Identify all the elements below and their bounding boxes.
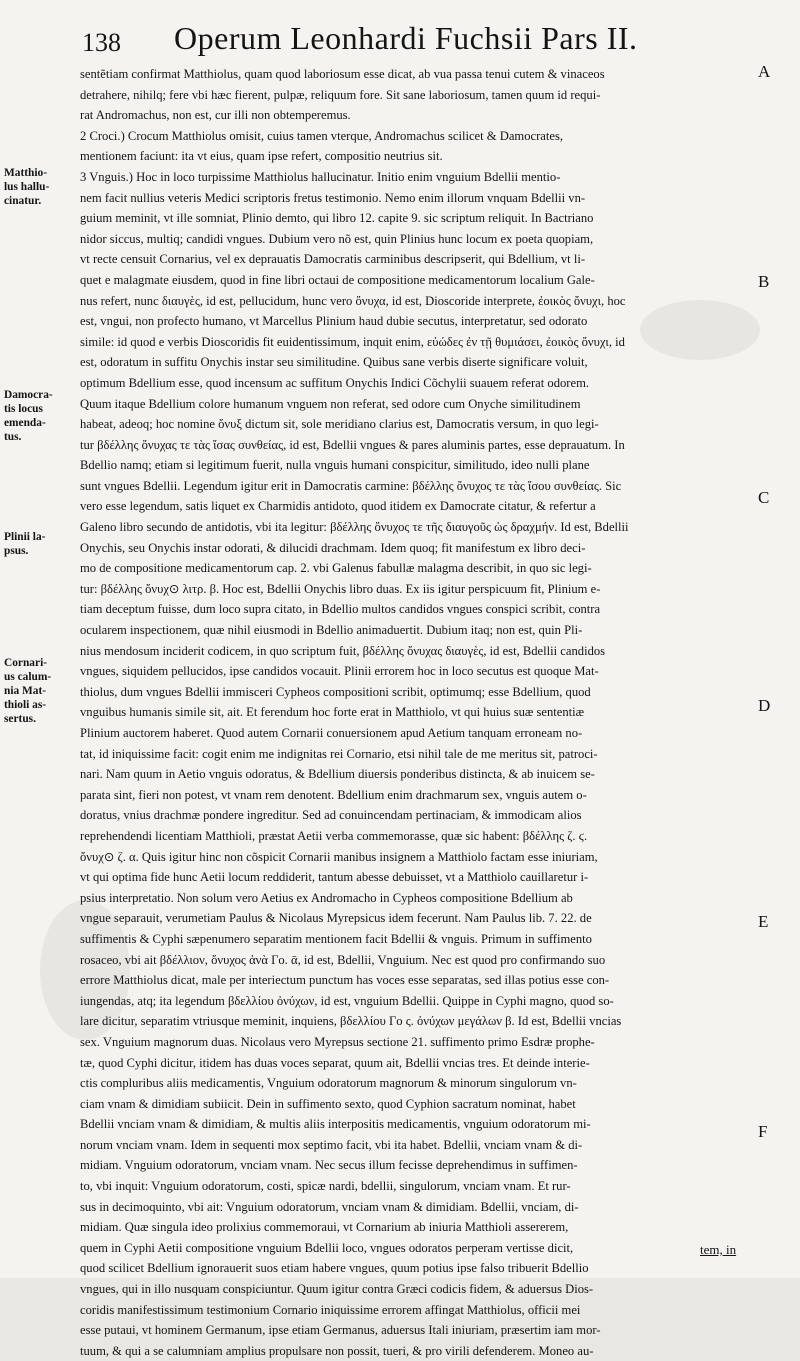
text-line: sentẽtiam confirmat Matthiolus, quam quod laboriosum esse dicat, ab vua passa tenui cutem & vinaceos — [80, 67, 605, 81]
text-line: tuum, & qui a se calumniam amplius propulsare non possit, tueri, & pro virili defenderem. Moneo au- — [80, 1343, 594, 1358]
catchword: tem, in — [700, 1242, 737, 1257]
text-line: tur βδέλλης ὄνυχας τε τὰς ἴσας συνθείας, id est, Bdellii vngues & pares aluminis partes, esse deprauatum. In — [80, 437, 625, 452]
text-line: ctis compluribus aliis medicamentis, Vnguium odoratorum magnorum & minorum singulorum vn- — [80, 1076, 577, 1091]
text-line: ciam vnam & dimidiam subiicit. Dein in suffimento sexto, quod Cyphion sacratum nominat, habet — [80, 1096, 576, 1111]
margin-note: Matthio- lus hallu- cinatur. — [4, 167, 50, 207]
text-line: quod scilicet Bdellium ignorauerit suos etiam habere vngues, quum potius ipse falso tribuerit Bdellio — [80, 1261, 589, 1276]
text-line: ὄνυχ⊙ ζ. α. Quis igitur hinc non cõspicit Cornarii manibus insignem a Matthiolo factam esse iniuriam, — [80, 849, 598, 864]
text-line: nari. Nam quum in Aetio vnguis odoratus, & Bdellium diuersis ponderibus distincta, & ab inuicem se- — [80, 767, 595, 782]
margin-note: Plinii la- psus. — [4, 531, 46, 557]
text-line: midiam. Quæ singula ideo prolixius commemoraui, vt Cornarium ab iniuria Matthioli assererem, — [80, 1220, 569, 1235]
text-line: guium meminit, vt ille somniat, Plinio demto, qui libro 12. capite 9. sic scriptum reliquit. In Bactriano — [80, 211, 594, 226]
text-line: errore Matthiolus dicat, male per interiectum punctum has voces esse separatas, sed illas potius esse con- — [80, 973, 610, 988]
text-line: sex. Vnguium magnorum duas. Nicolaus vero Myrepsus sectione 21. suffimento primo Esdræ prophe- — [80, 1034, 595, 1049]
text-line: tat, id iniquissime facit: cogit enim me indignitas rei Cornario, etsi nihil tale de me meritus sit, patroci- — [80, 746, 598, 761]
text-line: Galeno libro secundo de antidotis, vbi ita legitur: βδέλλης ὄνυχος τε τῆς διαυγοῦς ὡς δραχμήν. Id est, Bdellii — [80, 520, 629, 535]
text-line: sus in decimoquinto, vbi ait: Vnguium odoratorum, vnciam vnam & dimidiam. Bdellii, vnciam, di- — [80, 1199, 579, 1214]
section-letter: D — [758, 696, 771, 715]
text-line: rat Andromachus, non est, cur illi non obtemperemus. — [80, 108, 351, 123]
text-line: optimum Bdellium esse, quod incensum ac suffitum Onychis Indici Cõchylii suauem referat odorem. — [80, 375, 590, 390]
text-line: nius mendosum inciderit codicem, in quo scriptum fuit, βδέλλης ὄνυχας διαυγὲς, id est, Bdellii candidos — [80, 643, 606, 658]
margin-note: Damocra- tis locus emenda- tus. — [4, 389, 53, 443]
text-line: to, vbi inquit: Vnguium odoratorum, costi, spicæ nardi, bdellii, singulorum, vnciam vnam. Et rur- — [80, 1179, 571, 1194]
text-line: vt qui optima fide hunc Aetii locum reddiderit, tantum abesse debuisset, vt a Matthiolo cauillaretur i- — [80, 870, 589, 885]
text-line: lare dicitur, separatim vtriusque meminit, inquiens, βδελλίου Γο ς. ὀνύχων μεγάλων β. Id est, Bdellii vncias — [80, 1014, 622, 1029]
text-line: habeat, adeoq; hoc nomine ὄνυξ dictum sit, sole meridiano clarius est, Damocratis versum, in quo legi- — [80, 417, 599, 432]
text-line: vngues, qui in illo nusquam conspiciuntur. Quum igitur contra Græci codicis fidem, & aduersus Dios- — [80, 1282, 594, 1297]
section-letter: C — [758, 488, 770, 507]
text-line: rosaceo, vbi ait βδέλλιον, ὄνυχος ἀνὰ Γο. ᾱ, id est, Bdellii, Vnguium. Nec est quod pro confirmando suo — [80, 952, 606, 967]
text-line: mentionem faciunt: ita vt eius, quam ipse refert, compositio neutrius sit. — [80, 149, 443, 164]
text-line: vnguibus humanis simile sit, ait. Et ferendum hoc forte erat in Matthiolo, vt qui huius suæ sententiæ — [80, 705, 585, 720]
text-line: nus refert, nunc διαυγὲς, id est, pellucidum, hunc vero ὄνυχα, id est, Dioscoride interprete, ἐοικὸς ὄνυχι, hoc — [80, 293, 626, 308]
section-letter: A — [758, 62, 771, 81]
text-line: nem facit nullius veteris Medici scriptoris fretus testimonio. Nemo enim illorum vnquam Bdellii vn- — [80, 190, 586, 205]
text-body — [80, 64, 758, 1361]
running-title: Operum Leonhardi Fuchsii Pars II. — [174, 20, 638, 56]
text-line: doratus, vnius drachmæ pondere ingreditur. Sed ad conuincendam pertinaciam, & immodicam alios — [80, 808, 582, 823]
text-line: sunt vngues Bdellii. Legendum igitur erit in Damocratis carmine: βδέλλης ὄνυχος τε τὰς ἴσου συνθείας. Sic — [80, 478, 622, 493]
text-line: detrahere, nihilq; fere vbi hæc fierent, pulpæ, reliquum fore. Sit sane laboriosum, tamen quum id requi- — [80, 87, 601, 102]
text-line: 2 Croci.) Crocum Matthiolus omisit, cuius tamen vterque, Andromachus scilicet & Damocrates, — [80, 128, 564, 143]
text-line: tæ, quod Cyphi dicitur, itidem has duas voces separat, quum ait, Bdellii vncias tres. Et deinde interie- — [80, 1055, 590, 1070]
page-header — [82, 14, 682, 64]
text-line: 3 Vnguis.) Hoc in loco turpissime Matthiolus hallucinatur. Initio enim vnguium Bdellii mentio- — [80, 169, 561, 184]
text-line: quet e malagmate eiusdem, quod in fine libri octaui de compositione medicamentorum localium Gale- — [80, 272, 595, 287]
margin-note: Cornari- us calum- nia Mat- thioli as- sertus. — [4, 657, 52, 725]
text-line: tiam deceptum fuisse, dum loco supra citato, in Bdellio multos candidos vngues conspici scribit, contra — [80, 602, 601, 617]
section-letter: F — [758, 1122, 768, 1141]
text-line: vngue separauit, verumetiam Paulus & Nicolaus Myrepsicus idem fecerunt. Nam Paulus lib. 7. 22. de — [80, 911, 592, 926]
text-line: Plinium auctorem haberet. Quod autem Cornarii conuersionem apud Aetium tanquam erroneam no- — [80, 726, 583, 740]
section-letter: E — [758, 912, 769, 931]
text-line: parata sint, fieri non potest, vt vnam rem denotent. Bdellium enim drachmarum sex, vnguis autem o- — [80, 787, 587, 802]
text-line: est, vngui, non profecto humano, vt Marcellus Plinium haud dubie secutus, interpretatur, sed odorato — [80, 314, 588, 329]
text-line: Bdellio namq; etiam si legitimum fuerit, nulla vnguis humani conspicitur, similitudo, ideo nulli plane — [80, 458, 590, 473]
text-line: ocularem inspectionem, quæ nihil eiusmodi in Bdellio animaduertit. Dubium itaq; non est, quin Pli- — [80, 623, 583, 638]
text-line: coridis manifestissimum testimonium Cornario iniquissime errorem affingat Matthiolus, officii mei — [80, 1302, 581, 1317]
text-line: vt recte censuit Cornarius, vel ex deprauatis Damocratis carminibus descripserit, qui Bdellium, vt li- — [80, 252, 586, 267]
text-line: nidor siccus, multiq; candidi vngues. Dubium vero nõ est, quin Plinius hunc locum ex poeta quopiam, — [80, 231, 594, 246]
text-line: vngues, siquidem pellucidos, ipse candidos vocauit. Plinii errorem hoc in loco secutus est quoque Mat- — [80, 664, 599, 679]
section-letter: B — [758, 272, 770, 291]
text-line: suffimentis & Cyphi sæpenumero separatim mentionem facit Bdellii & vnguis. Primum in suffimento — [80, 931, 592, 946]
text-line: esse putaui, vt hominem Germanum, ipse etiam Germanus, aduersus Itali iniuriam, præsertim iam mor- — [80, 1323, 601, 1338]
text-line: norum vnciam vnam. Idem in sequenti mox septimo facit, vbi ita habet. Bdellii, vnciam vnam & di- — [80, 1137, 583, 1152]
text-line: quem in Cyphi Aetii compositione vnguium Bdellii loco, vngues odoratos perperam vertisse dicit, — [80, 1240, 574, 1255]
text-line: Onychis, seu Onychis instar odorati, & dilucidi drachmam. Idem quoq; fit manifestum ex libro deci- — [80, 540, 586, 555]
page-number: 138 — [82, 28, 121, 57]
text-line: est, odoratum in suffitu Onychis instar seu similitudine. Quibus sane verbis diserte significare voluit, — [80, 355, 588, 370]
text-line: tur: βδέλλης ὄνυχ⊙ λιτρ. β. Hoc est, Bdellii Onychis libro duas. Ex iis igitur perspicuum fit, Plinium e- — [80, 581, 601, 596]
text-line: thiolus, dum vngues Bdellii immisceri Cypheos compositioni scribit, optimumq; esse Bdellium, quod — [80, 684, 591, 699]
text-line: Bdellii vnciam vnam & dimidiam, & multis aliis interpositis medicamentis, vnguium odoratorum mi- — [80, 1117, 591, 1132]
text-line: simile: id quod e verbis Dioscoridis fit euidentissimum, inquit enim, εὐώδες ἐν τῇ θυμιάσει, ἐοικὸς ὄνυχι, id — [80, 334, 625, 349]
text-line: Quum itaque Bdellium colore humanum vnguem non referat, sed odore cum Onyche similitudinem — [80, 396, 581, 411]
text-line: psius interpretatio. Non solum vero Aetius ex Andromacho in Cypheos compositione Bdellium ab — [80, 890, 573, 905]
text-line: midiam. Vnguium odoratorum, vnciam vnam. Nec secus illum fecisse deprehendimus in suffimen- — [80, 1158, 578, 1173]
text-line: iungendas, atq; ita legendum βδελλίου ὀνύχων, id est, vnguium Bdellii. Quippe in Cyphi magno, quod so- — [80, 993, 614, 1008]
text-line: vero esse legendum, satis liquet ex Charmidis antidoto, quod itidem ex Damocrate citatur, & refertur a — [80, 499, 596, 514]
text-line: mo de compositione medicamentorum cap. 2. vbi Galenus fabullæ malagma describit, in quo sic legi- — [80, 561, 592, 576]
text-line: reprehendendi licentiam Matthioli, præstat Aetii verba commemorasse, quæ sic habent: βδέλλης ζ. ϛ. — [80, 828, 588, 843]
